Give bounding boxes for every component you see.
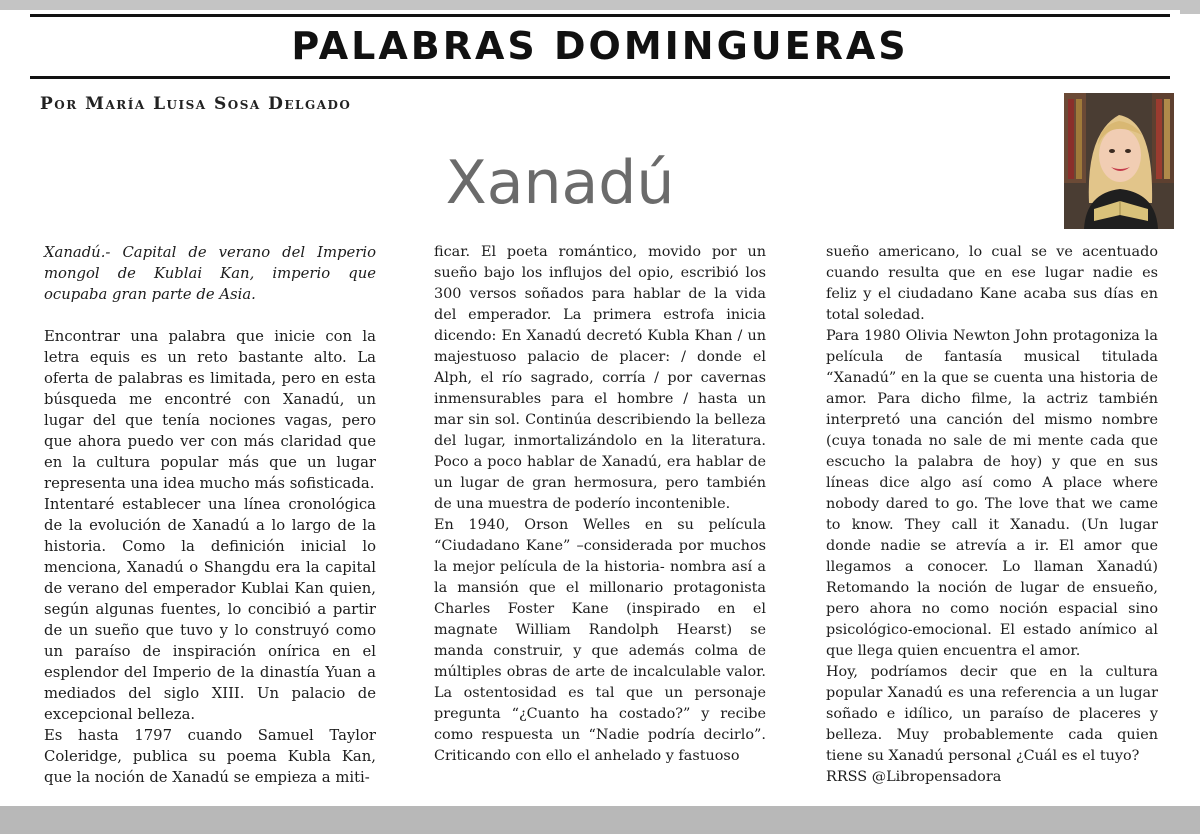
- article-column-3: [826, 242, 1158, 788]
- paragraph: Es hasta 1797 cuando Samuel Taylor Coleridge, publica su poema Kubla Kan, que la noción de Xanadú se empieza a miti-: [44, 727, 376, 786]
- section-title: PALABRAS DOMINGUERAS: [291, 24, 909, 68]
- article-headline: Xanadú: [445, 148, 675, 218]
- paragraph: Hoy, podríamos decir que en la cultura popular Xanadú es una referencia a un lugar soñado e idílico, un paraíso de placeres y belleza. Muy probablemente cada quien tiene su Xanadú personal ¿Cuál es el tuyo?: [826, 664, 1158, 764]
- paragraph: ficar. El poeta romántico, movido por un sueño bajo los influjos del opio, escribió los 300 versos soñados para hablar de la vida del emperador. La primera estrofa inicia dicendo: En Xanadú decretó Kubla Khan / un majestuoso palacio de placer: / donde el Alph, el río sagrado, corría / por cavernas inmensurables para el hombre / hasta un mar sin sol. Continúa describiendo la belleza del lugar, inmortalizándolo en la literatura. Poco a poco hablar de Xanadú, era hablar de un lugar de gran hermosura, pero también de una muestra de poderío incontenible.: [434, 244, 766, 512]
- top-right-tab: [1180, 0, 1200, 14]
- section-rule-bottom: [30, 76, 1170, 79]
- author-portrait-icon: [1064, 93, 1174, 229]
- article-column-1: [44, 242, 376, 788]
- social-handle: RRSS @Libropensadora: [826, 769, 1002, 785]
- paragraph: Para 1980 Olivia Newton John protagoniza la película de fantasía musical titulada “Xanadú” en la que se cuenta una historia de amor. Para dicho filme, la actriz también interpretó una canción del mismo nombre (cuya tonada no sale de mi mente cada que escucho la palabra de hoy) y que en sus líneas dice algo así como A place where nobody dared to go. The love that we came to know. They call it Xanadu. (Un lugar donde nadie se atrevía a ir. El amor que llegamos a conocer. Lo llaman Xanadú) Retomando la noción de lugar de ensueño, pero ahora no como noción espacial sino psicológico-emocional. El estado anímico al que llega quien encuentra el amor.: [826, 328, 1158, 659]
- paragraph: Encontrar una palabra que inicie con la letra equis es un reto bastante alto. La oferta de palabras es limitada, pero en esta búsqueda me encontré con Xanadú, un lugar del que tenía nociones vagas, pero que ahora puedo ver con más claridad que en la cultura popular más que un lugar representa una idea mucho más sofisticada.: [44, 328, 376, 492]
- bottom-gray-bar: [0, 806, 1200, 834]
- paragraph: Intentaré establecer una línea cronológica de la evolución de Xanadú a lo largo de la historia. Como la definición inicial lo menciona, Xanadú o Shangdu era la capital de verano del emperador Kublai Kan quien, según algunas fuentes, lo concibió a partir de un sueño que tuvo y lo construyó como un paraíso de inspiración onírica en el esplendor del Imperio de la dinastía Yuan a mediados del siglo XIII. Un palacio de excepcional belleza.: [44, 496, 376, 723]
- paragraph: En 1940, Orson Welles en su película “Ciudadano Kane” –considerada por muchos la mejor película de la historia- nombra así a la mansión que el millonario protagonista Charles Foster Kane (inspirado en el magnate William Randolph Hearst) se manda construir, y que además colma de múltiples obras de arte de incalculable valor. La ostentosidad es tal que un personaje pregunta “¿Cuanto ha costado?” y recibe como respuesta un “Nadie podría decirlo”. Criticando con ello el anhelado y fastuoso: [434, 517, 766, 764]
- author-photo: [1064, 93, 1174, 229]
- top-gray-bar: [0, 0, 1200, 10]
- intro-definition: Xanadú.- Capital de verano del Imperio mongol de Kublai Kan, imperio que ocupaba gran parte de Asia.: [44, 244, 376, 303]
- article-column-2: [434, 242, 766, 767]
- paragraph: sueño americano, lo cual se ve acentuado cuando resulta que en ese lugar nadie es feliz y el ciudadano Kane acaba sus días en total soledad.: [826, 244, 1158, 323]
- section-rule-top: [30, 14, 1170, 17]
- byline: Por María Luisa Sosa Delgado: [40, 94, 352, 114]
